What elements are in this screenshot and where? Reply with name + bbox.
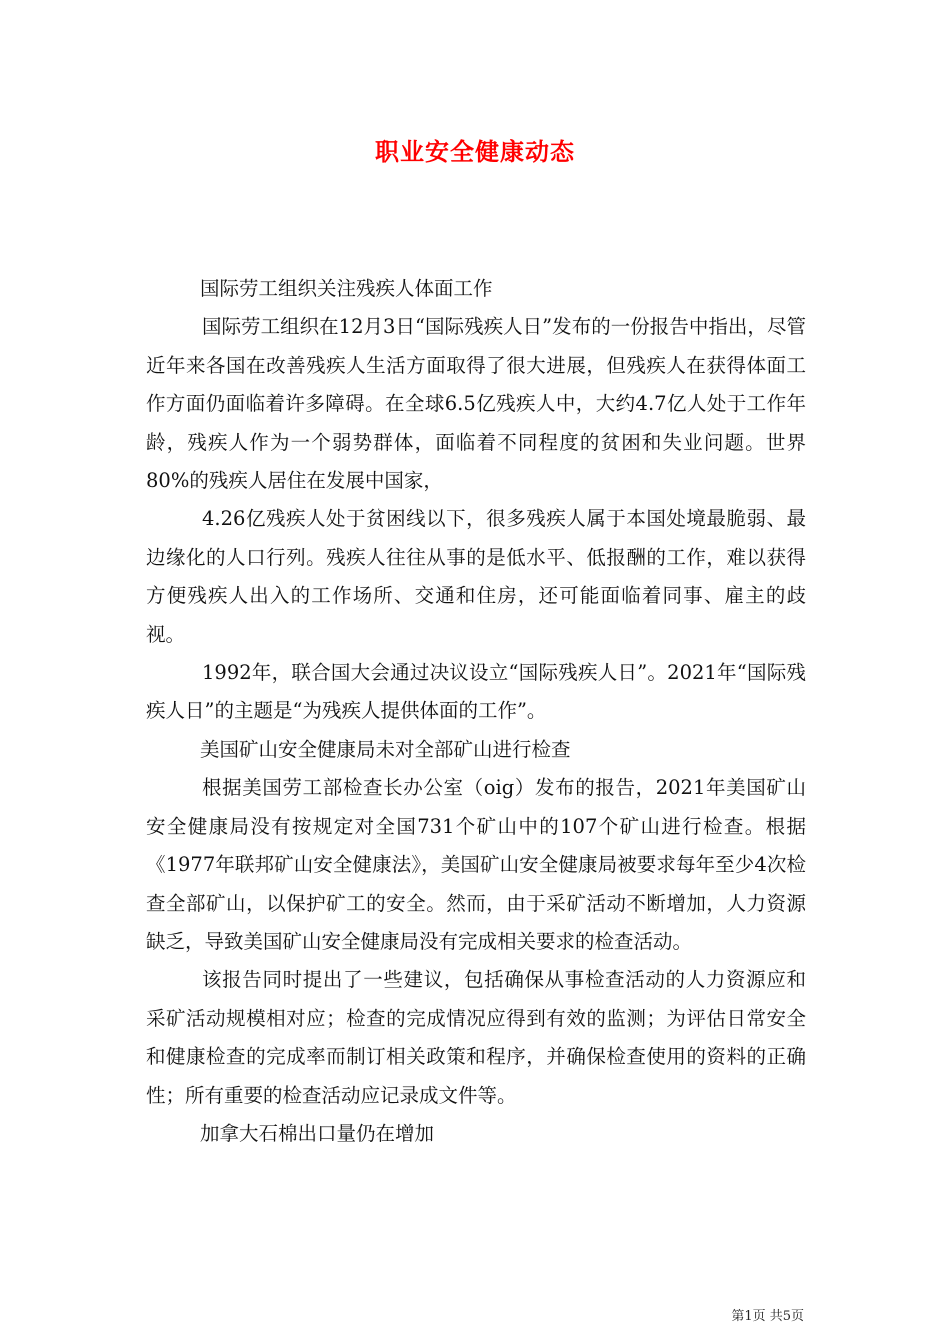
section-heading: 美国矿山安全健康局未对全部矿山进行检查 — [200, 737, 571, 761]
section-heading: 加拿大石棉出口量仍在增加 — [200, 1121, 435, 1145]
section-heading: 国际劳工组织关注残疾人体面工作 — [200, 277, 493, 300]
document-title: 职业安全健康动态 — [375, 137, 575, 166]
paragraph: 根据美国劳工部检查长办公室（oig）发布的报告，2021年美国矿山安全健康局没有按规定对全国731个矿山中的107个矿山进行检查。根据《1977年联邦矿山安全健康法》，美国矿山安全健康局被要求每年至少4次检查全部矿山，以保护矿工的安全。然而，由于采矿活动不断增加，人力资源缺乏，导致美国矿山安全健康局没有完成相关要求的检查活动。 — [146, 776, 806, 953]
paragraph: 国际劳工组织在12月3日“国际残疾人日”发布的一份报告中指出，尽管近年来各国在改善残疾人生活方面取得了很大进展，但残疾人在获得体面工作方面仍面临着许多障碍。在全球6.5亿残疾人中，大约4.7亿人处于工作年龄，残疾人作为一个弱势群体，面临着不同程度的贫困和失业问题。世界80%的残疾人居住在发展中国家， — [146, 315, 806, 493]
paragraph: 1992年，联合国大会通过决议设立“国际残疾人日”。2021年“国际残疾人日”的主题是“为残疾人提供体面的工作”。 — [146, 661, 806, 723]
paragraph: 4.26亿残疾人处于贫困线以下，很多残疾人属于本国处境最脆弱、最边缘化的人口行列。残疾人往往从事的是低水平、低报酬的工作，难以获得方便残疾人出入的工作场所、交通和住房，还可能面临着同事、雇主的歧视。 — [146, 507, 806, 646]
page-number-footer: 第1页 共5页 — [731, 1309, 804, 1324]
paragraph: 该报告同时提出了一些建议，包括确保从事检查活动的人力资源应和采矿活动规模相对应；检查的完成情况应得到有效的监测；为评估日常安全和健康检查的完成率而制订相关政策和程序，并确保检查使用的资料的正确性；所有重要的检查活动应记录成文件等。 — [146, 968, 806, 1107]
document-body — [146, 270, 806, 1153]
